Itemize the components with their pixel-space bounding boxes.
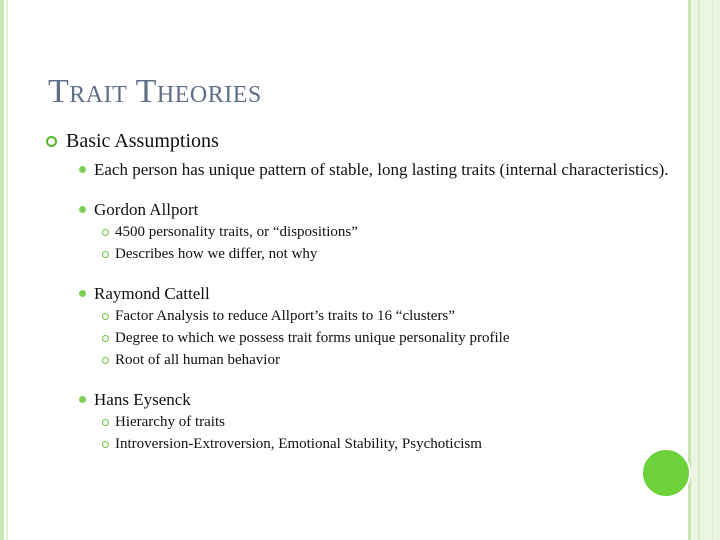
theorist-point-text: Degree to which we possess trait forms unique personality profile bbox=[115, 330, 510, 346]
dot-bullet-icon bbox=[79, 166, 86, 173]
theorist-point-text: Describes how we differ, not why bbox=[115, 246, 318, 262]
theorist-point-text: Root of all human behavior bbox=[115, 352, 280, 368]
theorist-item bbox=[46, 283, 676, 304]
theorist-name: Hans Eysenck bbox=[94, 390, 191, 409]
dot-bullet-icon bbox=[79, 206, 86, 213]
circle-bullet-icon bbox=[46, 136, 57, 147]
theorist-point bbox=[46, 435, 676, 454]
dot-bullet-icon bbox=[79, 290, 86, 297]
theorist-name: Gordon Allport bbox=[94, 200, 199, 219]
assumption-text: Each person has unique pattern of stable, long lasting traits (internal characteristics). bbox=[94, 160, 669, 179]
theorist-point bbox=[46, 223, 676, 242]
ring-bullet-icon bbox=[102, 229, 109, 236]
theorist-item bbox=[46, 199, 676, 220]
theorist-point-text: Hierarchy of traits bbox=[115, 414, 225, 430]
right-border-line-1 bbox=[688, 0, 691, 540]
theorist-point bbox=[46, 413, 676, 432]
theorist-point bbox=[46, 351, 676, 370]
dot-bullet-icon bbox=[79, 396, 86, 403]
theorist-point bbox=[46, 329, 676, 348]
theorist-point-text: Introversion-Extroversion, Emotional Stability, Psychoticism bbox=[115, 436, 482, 452]
theorist-point bbox=[46, 245, 676, 264]
theorist-point-text: Factor Analysis to reduce Allport’s traits to 16 “clusters” bbox=[115, 308, 455, 324]
slide-title: Trait Theories bbox=[48, 73, 262, 110]
theorist-point bbox=[46, 307, 676, 326]
right-border-line-2 bbox=[698, 0, 700, 540]
right-border-strip bbox=[690, 0, 720, 540]
left-border-line-inner bbox=[6, 0, 8, 540]
left-border-line-outer bbox=[0, 0, 4, 540]
decorative-green-circle bbox=[641, 448, 691, 498]
ring-bullet-icon bbox=[102, 251, 109, 258]
theorist-point-text: 4500 personality traits, or “dispositions” bbox=[115, 224, 358, 240]
ring-bullet-icon bbox=[102, 313, 109, 320]
ring-bullet-icon bbox=[102, 335, 109, 342]
theorist-item bbox=[46, 389, 676, 410]
main-point bbox=[46, 128, 676, 154]
main-point-text: Basic Assumptions bbox=[66, 130, 219, 152]
slide-content bbox=[46, 128, 676, 454]
theorist-name: Raymond Cattell bbox=[94, 284, 210, 303]
ring-bullet-icon bbox=[102, 441, 109, 448]
ring-bullet-icon bbox=[102, 419, 109, 426]
right-border-line-3 bbox=[712, 0, 713, 540]
assumption-item bbox=[46, 159, 676, 180]
ring-bullet-icon bbox=[102, 357, 109, 364]
